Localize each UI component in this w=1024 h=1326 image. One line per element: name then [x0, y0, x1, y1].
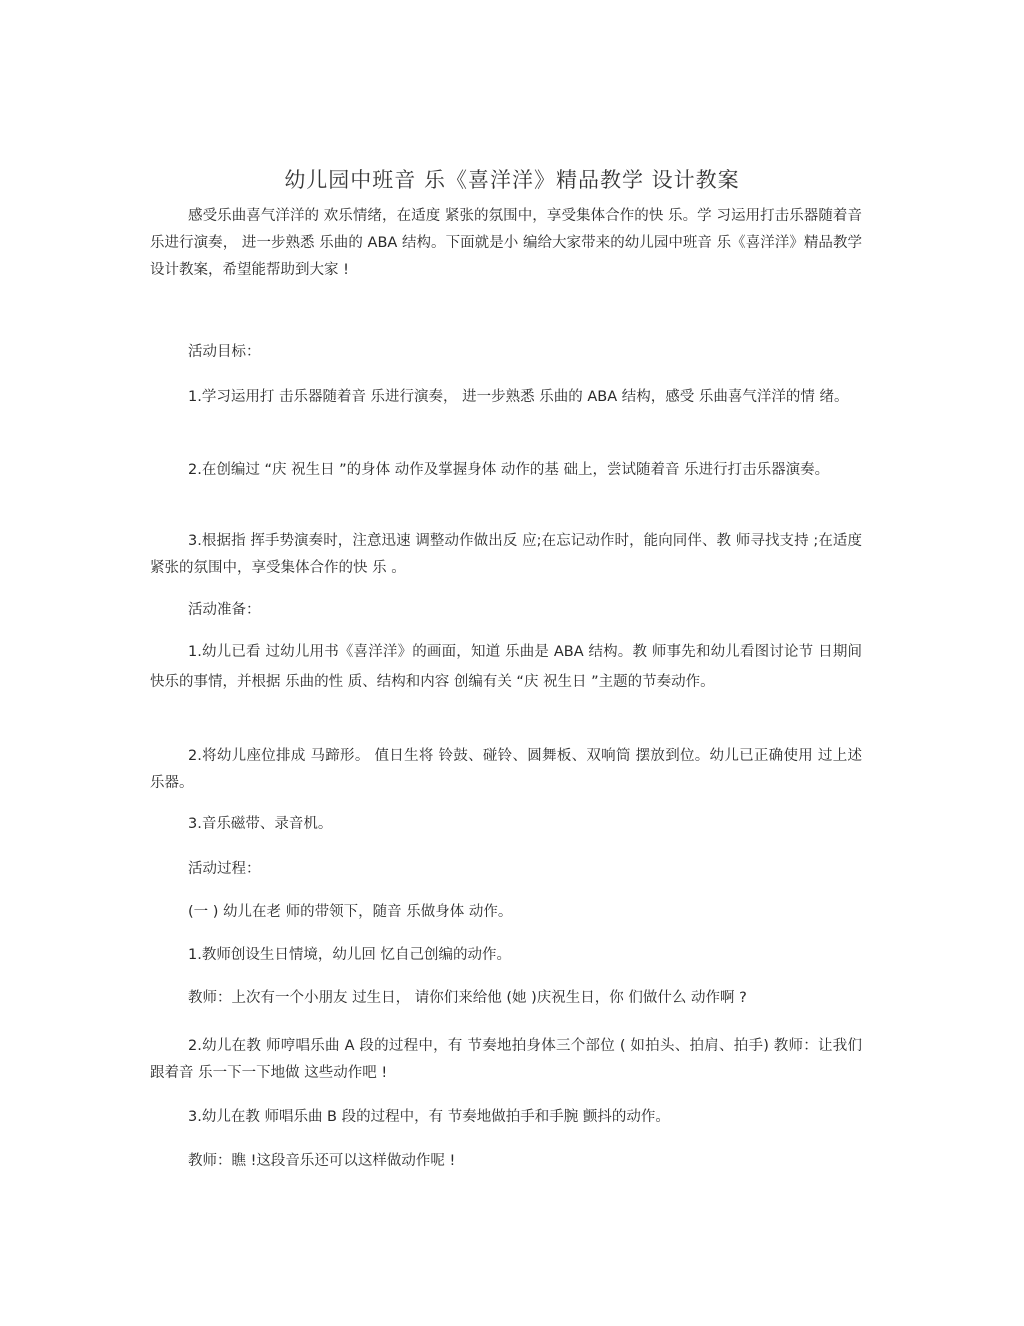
goal-item-3: 3.根据指 挥手势演奏时，注意迅速 调整动作做出反 应;在忘记动作时，能向同伴、教 师寻找支持 ;在适度 紧张的氛围中，享受集体合作的快 乐 。	[150, 533, 862, 576]
process-item-1: 1.教师创设生日情境，幼儿回 忆自己创编的动作。	[188, 947, 511, 963]
teacher-dialogue-1: 教师：上次有一个小朋友 过生日， 请你们来给他 (她 )庆祝生日，你 们做什么 动作啊 ?	[188, 990, 747, 1006]
process-item-2: 2.幼儿在教 师哼唱乐曲 A 段的过程中，有 节奏地拍身体三个部位 ( 如拍头、拍肩、拍手) 教师：让我们跟着音 乐一下一下地做 这些动作吧 !	[150, 1038, 862, 1081]
goals-heading: 活动目标：	[188, 344, 261, 360]
process-item-3: 3.幼儿在教 师唱乐曲 B 段的过程中，有 节奏地做拍手和手腕 颤抖的动作。	[188, 1109, 670, 1125]
teacher-dialogue-2: 教师：瞧 !这段音乐还可以这样做动作呢 !	[188, 1153, 456, 1169]
intro-paragraph: 感受乐曲喜气洋洋的 欢乐情绪，在适度 紧张的氛围中，享受集体合作的快 乐。学 习运用打击乐器随着音 乐进行演奏， 进一步熟悉 乐曲的 ABA 结构。下面就是小 编给大家带来的幼儿园中班音 乐《喜洋洋》精品教学 设计教案，希望能帮助到大家 !	[150, 208, 862, 278]
process-part-1: (一 ) 幼儿在老 师的带领下，随音 乐做身体 动作。	[188, 904, 513, 920]
prep-item-1: 1.幼儿已看 过幼儿用书《喜洋洋》的画面，知道 乐曲是 ABA 结构。教 师事先和幼儿看图讨论节 日期间快乐的事情，并根据 乐曲的性 质、结构和内容 创编有关 “庆 祝生日 ”主题的节奏动作。	[150, 644, 862, 690]
prep-item-3: 3.音乐磁带、录音机。	[188, 816, 333, 832]
document-title: 幼儿园中班音 乐《喜洋洋》精品教学 设计教案	[284, 168, 740, 192]
goal-item-2: 2.在创编过 “庆 祝生日 ”的身体 动作及掌握身体 动作的基 础上，尝试随着音 乐进行打击乐器演奏。	[188, 462, 830, 478]
goal-item-1: 1.学习运用打 击乐器随着音 乐进行演奏， 进一步熟悉 乐曲的 ABA 结构，感受 乐曲喜气洋洋的情 绪。	[188, 389, 849, 405]
process-heading: 活动过程：	[188, 861, 261, 877]
prep-heading: 活动准备：	[188, 602, 261, 618]
prep-item-2: 2.将幼儿座位排成 马蹄形。 值日生将 铃鼓、碰铃、圆舞板、双响筒 摆放到位。幼儿已正确使用 过上述乐器。	[150, 748, 862, 791]
